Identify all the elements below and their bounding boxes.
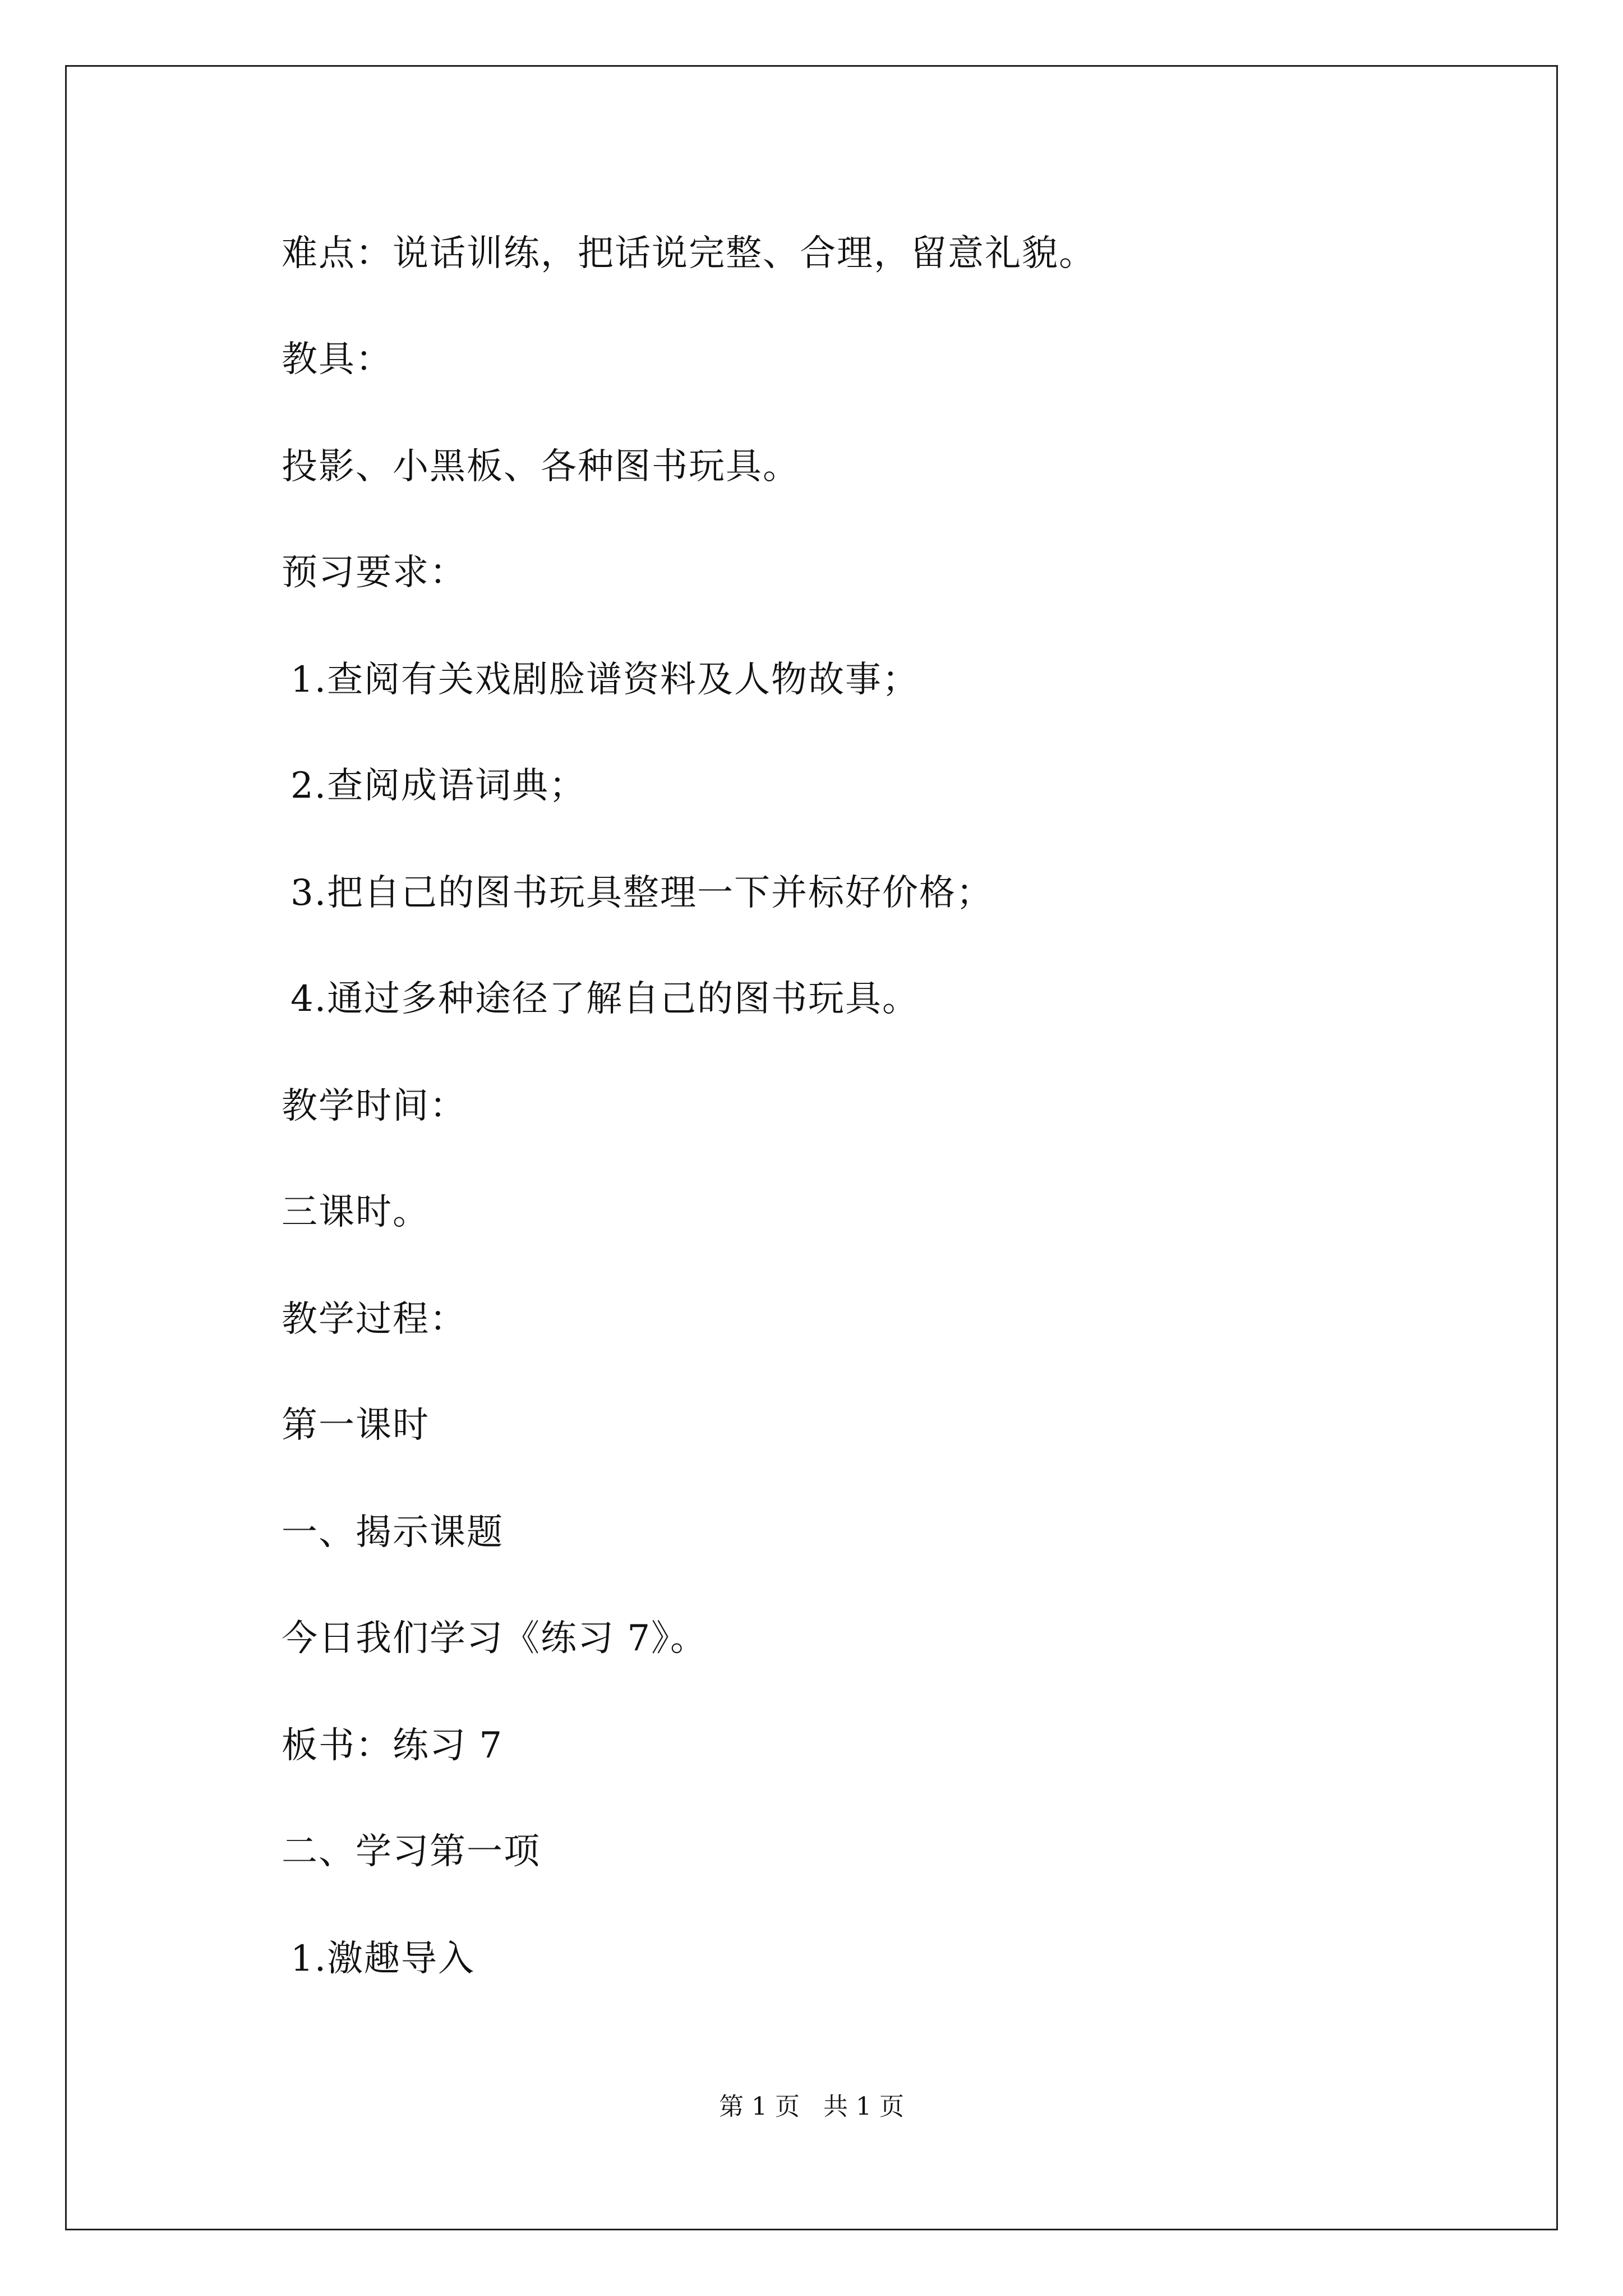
page-border [65,65,1558,2230]
text-line-blackboard: 板书：练习 7 [282,1725,504,1766]
text-line-step-1: 1.激趣导入 [291,1938,476,1980]
text-line-process-heading: 教学过程： [282,1299,467,1340]
text-line-difficulty: 难点：说话训练，把话说完整、合理，留意礼貌。 [282,233,1096,274]
text-line-preview-item-3: 3.把自己的图书玩具整理一下并标好价格； [291,872,994,914]
text-line-preview-item-4: 4.通过多种途径了解自己的图书玩具。 [291,978,920,1020]
page-footer: 第 1 页 共 1 页 [719,2092,904,2121]
text-line-section-2: 二、学习第一项 [282,1831,541,1872]
text-line-teaching-aids: 投影、小黑板、各种图书玩具。 [282,446,800,487]
text-line-section-1: 一、揭示课题 [282,1512,504,1553]
text-line-teaching-aids-heading: 教具： [282,339,393,380]
text-line-intro: 今日我们学习《练习 7》。 [282,1618,708,1659]
text-line-preview-item-2: 2.查阅成语词典； [291,765,587,807]
text-line-time-heading: 教学时间： [282,1085,467,1127]
text-line-first-lesson: 第一课时 [282,1405,430,1446]
text-line-preview-heading: 预习要求： [282,552,467,593]
text-line-time-value: 三课时。 [282,1191,430,1233]
text-line-preview-item-1: 1.查阅有关戏剧脸谱资料及人物故事； [291,659,920,701]
